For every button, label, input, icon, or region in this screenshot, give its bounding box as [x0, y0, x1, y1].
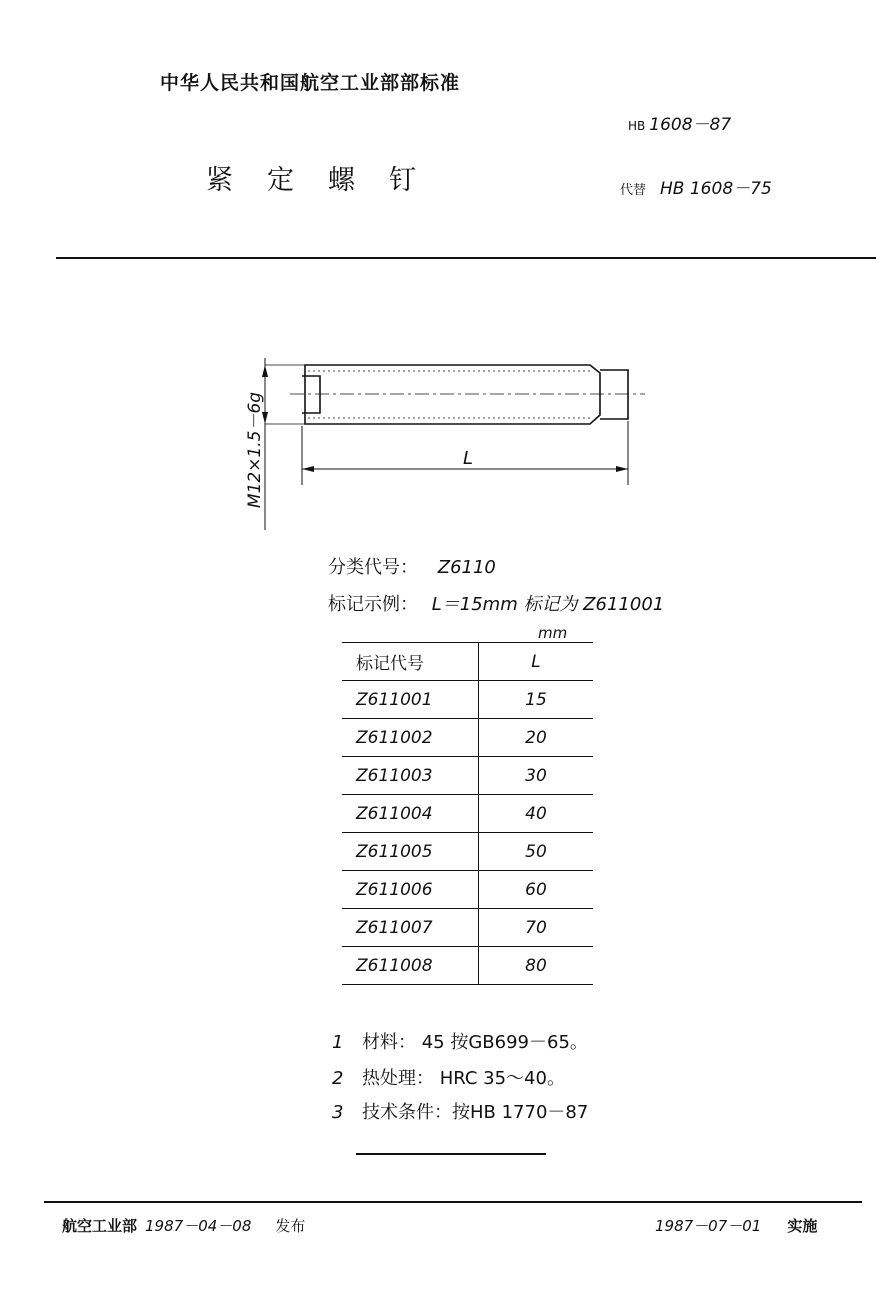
table-row [342, 719, 593, 757]
table-cell-code: Z611005 [342, 833, 479, 871]
thread-size-label: M12×1.5－6g [245, 391, 265, 509]
replaces-label: 代替 [620, 183, 647, 198]
document-title: 紧定螺钉 [206, 165, 450, 196]
note-number: 3 [332, 1102, 344, 1123]
footer-effective [655, 1215, 817, 1236]
footer-effective-label: 实施 [787, 1217, 818, 1235]
table-cell-code: Z611004 [342, 795, 479, 833]
table-cell-code: Z611003 [342, 757, 479, 795]
table-cell-length: 40 [479, 795, 594, 833]
set-screw-drawing [240, 340, 660, 540]
footer-divider [44, 1201, 862, 1203]
screw-dog-point [600, 370, 628, 419]
table-cell-length: 15 [479, 681, 594, 719]
table-row [342, 681, 593, 719]
table-row [342, 871, 593, 909]
note-number: 1 [332, 1032, 344, 1053]
table-cell-length: 80 [479, 947, 594, 985]
screw-body [305, 365, 600, 424]
marking-example-label: 标记示例： [328, 594, 418, 615]
table-cell-length: 50 [479, 833, 594, 871]
note-text: 材料： 45 按GB699－65。 [362, 1032, 588, 1053]
table-unit: mm [538, 624, 568, 642]
table-cell-length: 30 [479, 757, 594, 795]
replaces-value: HB 1608－75 [660, 179, 772, 199]
note-item [332, 1064, 565, 1090]
issuing-organization: 中华人民共和国航空工业部部标准 [160, 72, 461, 94]
classification-value: Z6110 [437, 557, 496, 578]
table-cell-code: Z611006 [342, 871, 479, 909]
table-cell-code: Z611001 [342, 681, 479, 719]
standard-number-value: 1608－87 [649, 115, 732, 135]
marking-code-table [342, 642, 593, 985]
standard-prefix: HB [628, 119, 646, 133]
table-row [342, 795, 593, 833]
table-header-row [342, 643, 593, 681]
standard-number [628, 110, 731, 135]
header-divider [56, 257, 876, 259]
note-item [332, 1098, 588, 1124]
table-header-code: 标记代号 [342, 643, 479, 681]
marking-example [328, 590, 664, 616]
table-row [342, 757, 593, 795]
end-of-notes-rule [356, 1153, 546, 1155]
note-number: 2 [332, 1068, 344, 1089]
table-cell-code: Z611002 [342, 719, 479, 757]
table-cell-length: 60 [479, 871, 594, 909]
table-cell-code: Z611008 [342, 947, 479, 985]
marking-example-value: L＝15mm 标记为 Z611001 [431, 594, 665, 615]
classification-label: 分类代号： [328, 557, 418, 578]
classification-code [328, 553, 496, 579]
footer-effective-date: 1987－07－01 [655, 1217, 762, 1235]
footer-issue-date: 1987－04－08 [145, 1217, 252, 1235]
footer-issue [62, 1215, 305, 1236]
table-cell-length: 70 [479, 909, 594, 947]
note-item [332, 1028, 588, 1054]
table-row [342, 947, 593, 985]
note-text: 热处理： HRC 35～40。 [362, 1068, 565, 1089]
table-header-length: L [479, 643, 594, 681]
table-cell-code: Z611007 [342, 909, 479, 947]
note-text: 技术条件：按HB 1770－87 [362, 1102, 589, 1123]
table-cell-length: 20 [479, 719, 594, 757]
footer-issuer: 航空工业部 [62, 1217, 138, 1235]
length-label: L [462, 448, 474, 469]
table-row [342, 909, 593, 947]
footer-issue-label: 发布 [275, 1217, 306, 1235]
table-row [342, 833, 593, 871]
replaces-standard [620, 174, 772, 199]
